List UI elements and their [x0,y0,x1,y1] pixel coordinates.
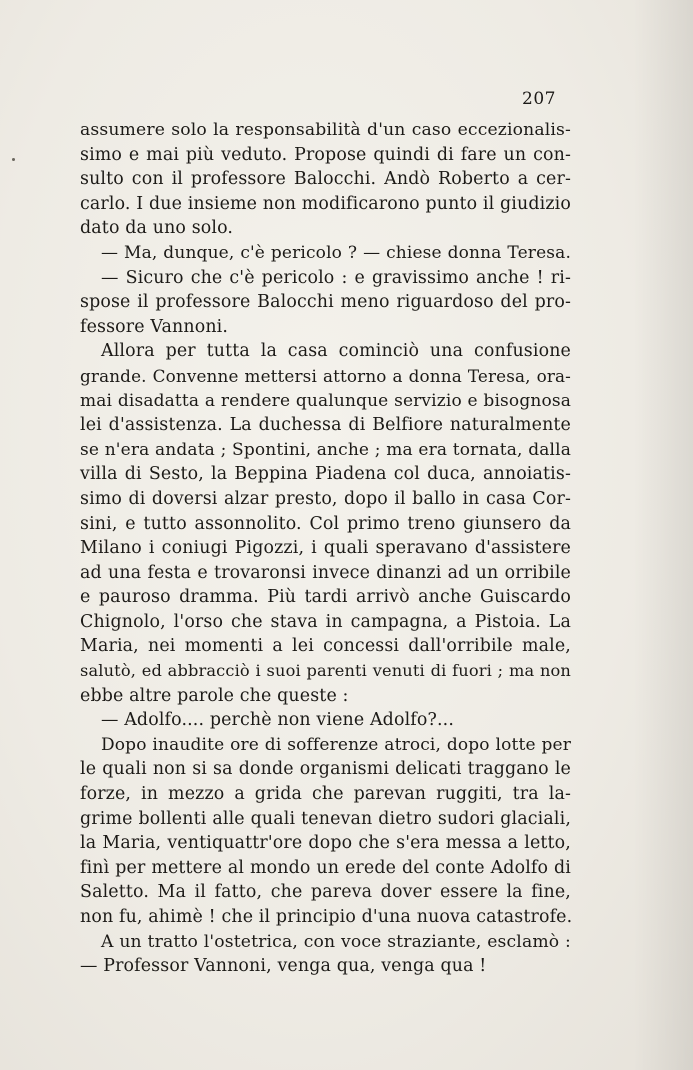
text-line: — Sicuro che c'è pericolo : e gravissimo anche ! ri- [101,267,571,288]
body-text [80,118,571,979]
text-line: Allora per tutta la casa cominciò una confusione [101,341,571,362]
text-line: la Maria, ventiquattr'ore dopo che s'era messa a letto, [80,833,571,854]
page-number: 207 [522,89,556,109]
text-line: sini, e tutto assonnolito. Col primo treno giunsero da [80,513,571,534]
text-line: Milano i coniugi Pigozzi, i quali speravano d'assistere [80,538,571,559]
text-line: Maria, nei momenti a lei concessi dall'orribile male, [80,636,571,657]
text-line: lei d'assistenza. La duchessa di Belfiore naturalmente [80,415,571,436]
text-line: le quali non si sa donde organismi delicati traggano le [80,759,571,780]
text-line: simo di doversi alzar presto, dopo il ballo in casa Cor- [80,488,571,509]
text-line: Dopo inaudite ore di sofferenze atroci, dopo lotte per [101,734,571,755]
text-line: non fu, ahimè ! che il principio d'una nuova catastrofe. [80,907,573,927]
text-line: villa di Sesto, la Beppina Piadena col duca, annoiatis- [80,464,571,485]
text-line: carlo. I due insieme non modificarono punto il giudizio [80,193,571,214]
text-line: grande. Convenne mettersi attorno a donna Teresa, ora- [80,365,571,386]
text-line: — Professor Vannoni, venga qua, venga qua ! [80,956,487,977]
text-line: dato da uno solo. [80,218,234,239]
text-line: assumere solo la responsabilità d'un caso eccezionalis- [80,120,571,140]
text-line: e pauroso dramma. Più tardi arrivò anche Guiscardo [80,587,571,608]
text-line: sulto con il professore Balocchi. Andò Roberto a cer- [80,169,571,190]
text-line: grime bollenti alle quali tenevan dietro sudori glaciali, [80,808,571,829]
text-line: salutò, ed abbracciò i suoi parenti venuti di fuori ; ma non [80,661,571,681]
text-line: Chignolo, l'orso che stava in campagna, a Pistoia. La [80,611,571,632]
text-line: spose il professore Balocchi meno riguardoso del pro- [80,292,571,313]
text-line: Saletto. Ma il fatto, che pareva dover essere la fine, [80,882,571,903]
text-line: forze, in mezzo a grida che parevan ruggiti, tra la- [80,784,571,805]
text-line: — Adolfo.... perchè non viene Adolfo?... [101,710,455,731]
text-line: fessore Vannoni. [80,316,229,337]
text-line: — Ma, dunque, c'è pericolo ? — chiese donna Teresa. [101,242,571,263]
text-line: ebbe altre parole che queste : [80,685,349,706]
paper-speck [12,158,15,161]
text-line: finì per mettere al mondo un erede del conte Adolfo di [80,857,571,878]
text-line: A un tratto l'ostetrica, con voce straziante, esclamò : [101,931,571,952]
text-line: se n'era andata ; Spontini, anche ; ma era tornata, dalla [80,439,571,460]
text-line: simo e mai più veduto. Propose quindi di fare un con- [80,144,571,165]
text-line: mai disadatta a rendere qualunque servizio e bisognosa [80,390,571,411]
text-line: ad una festa e trovaronsi invece dinanzi ad un orribile [80,562,571,583]
